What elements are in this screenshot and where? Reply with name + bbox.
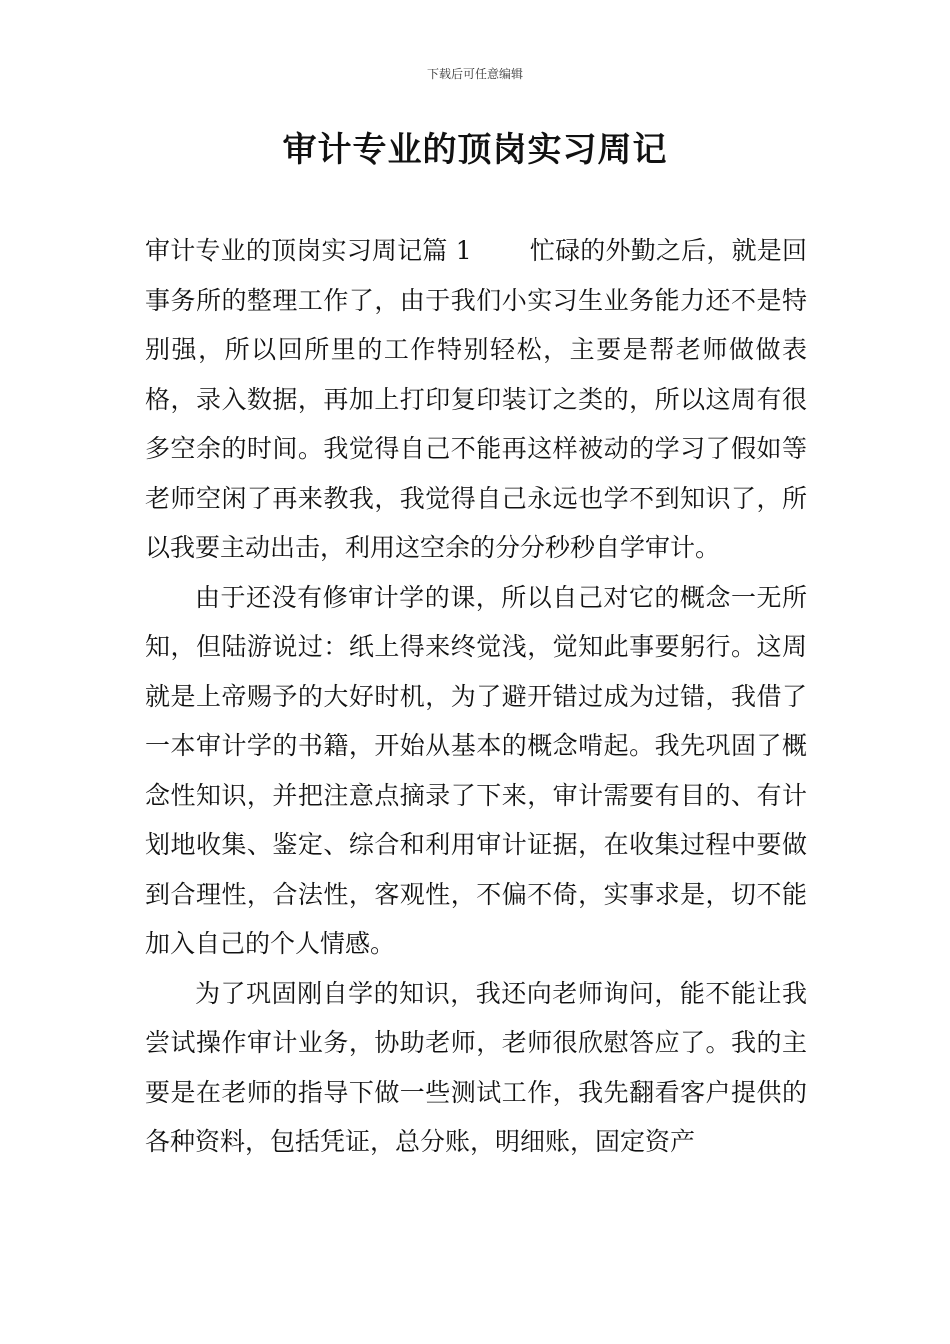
paragraph-1-heading: 审计专业的顶岗实习周记篇 1 [145, 236, 472, 265]
paragraph-3: 为了巩固刚自学的知识，我还向老师询问，能不能让我尝试操作审计业务，协助老师，老师很欣慰答应了。我的主要是在老师的指导下做一些测试工作，我先翻看客户提供的各种资料，包括凭证，总分账，明细账，固定资产 [145, 978, 807, 1156]
header-note: 下载后可任意编辑 [426, 67, 523, 81]
paragraph-2: 由于还没有修审计学的课，所以自己对它的概念一无所知，但陆游说过：纸上得来终觉浅，觉知此事要躬行。这周就是上帝赐予的大好时机，为了避开错过成为过错，我借了一本审计学的书籍，开始从基本的概念啃起。我先巩固了概念性知识，并把注意点摘录了下来，审计需要有目的、有计划地收集、鉴定、综合和利用审计证据，在收集过程中要做到合理性，合法性，客观性，不偏不倚，实事求是，切不能加入自己的个人情感。 [145, 582, 807, 958]
document-body [145, 226, 807, 1167]
paragraph-1-text: 忙碌的外勤之后，就是回事务所的整理工作了，由于我们小实习生业务能力还不是特别强，所以回所里的工作特别轻松，主要是帮老师做做表格，录入数据，再加上打印复印装订之类的，所以这周有很多空余的时间。我觉得自己不能再这样被动的学习了假如等老师空闲了再来教我，我觉得自己永远也学不到知识了，所以我要主动出击，利用这空余的分分秒秒自学审计。 [145, 236, 807, 562]
paragraph-1 [145, 226, 807, 573]
document-title: 审计专业的顶岗实习周记 [282, 130, 668, 170]
